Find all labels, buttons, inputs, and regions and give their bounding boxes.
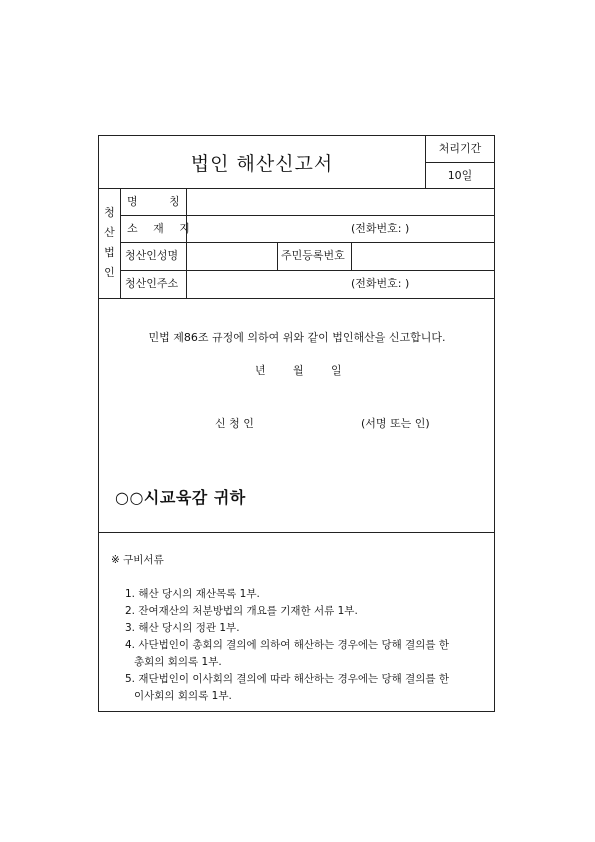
processing-period-label: 처리기간 [438, 142, 482, 155]
list-item-text: 4. 사단법인이 총회의 결의에 의하여 해산하는 경우에는 당해 결의를 한 [125, 639, 450, 651]
list-item-text: 1. 해산 당시의 재산목록 1부. [125, 588, 260, 600]
side-label-char: 청 [104, 206, 115, 219]
list-item-continuation: 이사회의 회의록 1부. [134, 690, 232, 702]
applicant-field[interactable] [259, 410, 359, 430]
list-item [125, 620, 485, 637]
divider [425, 162, 495, 163]
liquidator-address-label: 청산인주소 [125, 277, 179, 290]
list-item [125, 586, 485, 603]
side-label-char: 인 [104, 266, 115, 279]
address-label: 소 재 지 [127, 222, 196, 235]
address-phone-field[interactable]: (전화번호: ) [351, 222, 410, 235]
divider [99, 298, 495, 299]
corporation-name-field[interactable] [187, 189, 494, 215]
liquidator-name-field[interactable] [187, 243, 276, 270]
list-item [125, 637, 485, 671]
divider [277, 242, 278, 270]
divider [120, 188, 121, 298]
list-item-text: 3. 해산 당시의 정관 1부. [125, 622, 240, 634]
list-item-text: 5. 재단법인이 이사회의 결의에 따라 해산하는 경우에는 당해 결의를 한 [125, 673, 450, 685]
dissolution-report-form [98, 135, 495, 712]
processing-period-value: 10일 [447, 169, 473, 182]
required-docs-heading: ※ 구비서류 [111, 554, 164, 566]
resident-number-label: 주민등록번호 [281, 249, 345, 262]
date-month-label: 월 [293, 364, 304, 377]
list-item [125, 671, 485, 705]
liquidator-name-label: 청산인성명 [125, 249, 179, 262]
liquidator-phone-field[interactable]: (전화번호: ) [351, 277, 410, 290]
liquidation-corporation-side-label [99, 188, 120, 298]
date-year-label: 년 [255, 364, 266, 377]
side-label-char: 산 [104, 226, 115, 239]
liquidator-address-field[interactable] [187, 271, 347, 298]
applicant-label: 신 청 인 [215, 417, 254, 430]
side-label-char: 법 [104, 246, 115, 259]
statement-text: 민법 제86조 규정에 의하여 위와 같이 법인해산을 신고합니다. [148, 331, 446, 344]
signature-label: (서명 또는 인) [361, 417, 430, 430]
list-item-continuation: 총회의 회의록 1부. [134, 656, 222, 668]
form-title: 법인 해산신고서 [190, 152, 334, 175]
divider [99, 532, 495, 533]
list-item-text: 2. 잔여재산의 처분방법의 개요를 기재한 서류 1부. [125, 605, 358, 617]
date-day-label: 일 [331, 364, 342, 377]
list-item [125, 603, 485, 620]
required-docs-list [125, 586, 485, 705]
resident-number-field[interactable] [352, 243, 494, 270]
corporation-name-label: 명 칭 [127, 195, 194, 208]
addressee: ○○시교육감 귀하 [115, 488, 246, 507]
address-field[interactable] [187, 216, 347, 242]
